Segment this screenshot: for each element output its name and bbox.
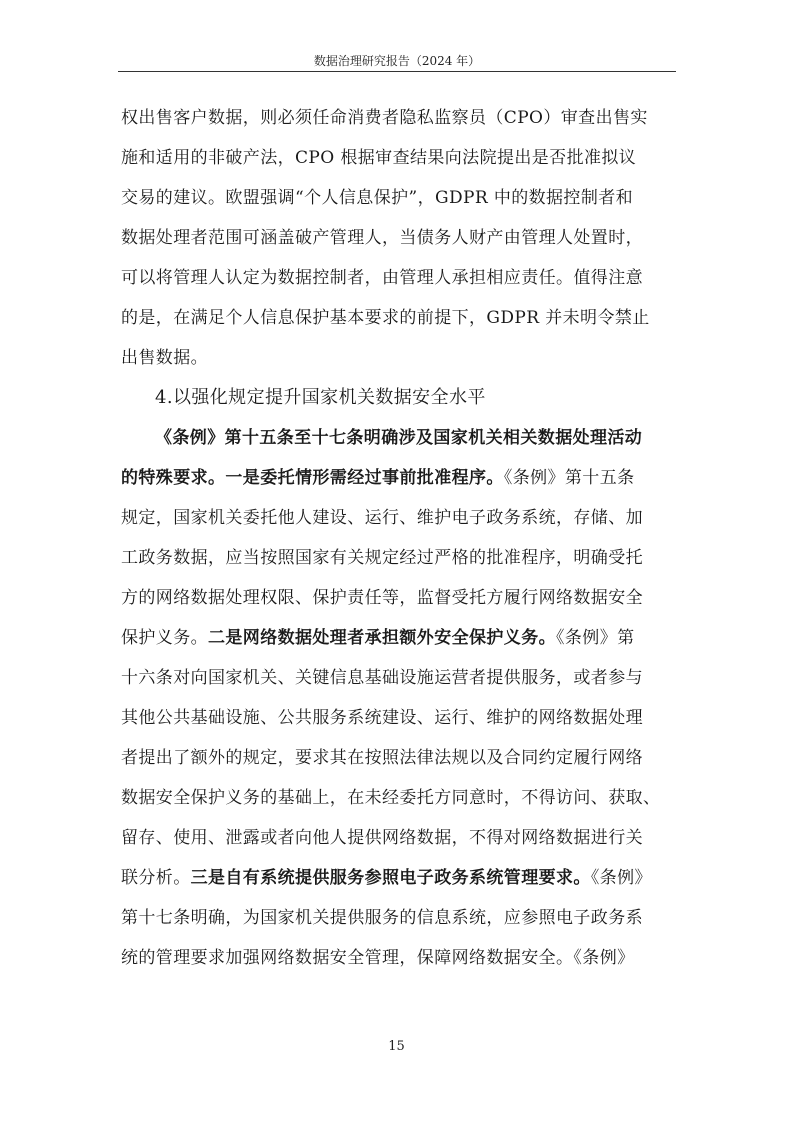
text-line: 数据处理者范围可涵盖破产管理人，当债务人财产由管理人处置时， [121, 228, 643, 248]
section-heading: 4.以强化规定提升国家机关数据安全水平 [155, 387, 486, 408]
text-line: 其他公共基础设施、公共服务系统建设、运行、维护的网络数据处理 [121, 708, 643, 728]
text-span: 保护义务。 [121, 628, 208, 648]
text-line: 权出售客户数据，则必须任命消费者隐私监察员（CPO）审查出售实 [121, 108, 648, 128]
text-line: 统的管理要求加强网络数据安全管理，保障网络数据安全。《条例》 [121, 948, 635, 968]
text-line [121, 458, 673, 498]
text-line: 出售数据。 [121, 348, 208, 368]
text-span: 《条例》第十五条 [503, 468, 635, 488]
page-number: 15 [388, 1039, 405, 1054]
text-line [121, 618, 673, 658]
text-line [121, 858, 673, 898]
text-line: 的是，在满足个人信息保护基本要求的前提下，GDPR 并未明令禁止 [121, 308, 650, 328]
text-line: 者提出了额外的规定，要求其在按照法律法规以及合同约定履行网络 [121, 748, 643, 768]
text-line: 方的网络数据处理权限、保护责任等，监督受托方履行网络数据安全 [121, 588, 643, 608]
text-line: 交易的建议。欧盟强调“个人信息保护”，GDPR 中的数据控制者和 [121, 188, 634, 208]
document-body [121, 98, 673, 974]
bold-phrase: 的特殊要求。一是委托情形需经过事前批准程序。 [121, 468, 504, 488]
text-line: 工政务数据，应当按照国家有关规定经过严格的批准程序，明确受托 [121, 548, 643, 568]
text-line: 《条例》第十五条至十七条明确涉及国家机关相关数据处理活动 [155, 428, 643, 448]
paragraph-2 [121, 418, 673, 974]
text-span: 联分析。 [121, 868, 191, 888]
text-span: 《条例》 [590, 868, 652, 888]
text-line: 留存、使用、泄露或者向他人提供网络数据，不得对网络数据进行关 [121, 828, 643, 848]
text-line: 规定，国家机关委托他人建设、运行、维护电子政务系统，存储、加 [121, 508, 643, 528]
running-header: 数据治理研究报告（2024 年） [313, 54, 481, 68]
text-span: 《条例》第 [556, 628, 635, 648]
text-line: 第十七条明确，为国家机关提供服务的信息系统，应参照电子政务系 [121, 908, 643, 928]
text-line: 施和适用的非破产法，CPO 根据审查结果向法院提出是否批准拟议 [121, 148, 637, 168]
bold-phrase: 三是自有系统提供服务参照电子政务系统管理要求。 [190, 868, 591, 888]
header-rule [118, 71, 676, 72]
paragraph-1 [121, 98, 673, 378]
bold-phrase: 二是网络数据处理者承担额外安全保护义务。 [208, 628, 556, 648]
text-line: 十六条对向国家机关、关键信息基础设施运营者提供服务，或者参与 [121, 668, 643, 688]
text-line: 可以将管理人认定为数据控制者，由管理人承担相应责任。值得注意 [121, 268, 643, 288]
text-line: 数据安全保护义务的基础上，在未经委托方同意时，不得访问、获取、 [121, 788, 661, 808]
